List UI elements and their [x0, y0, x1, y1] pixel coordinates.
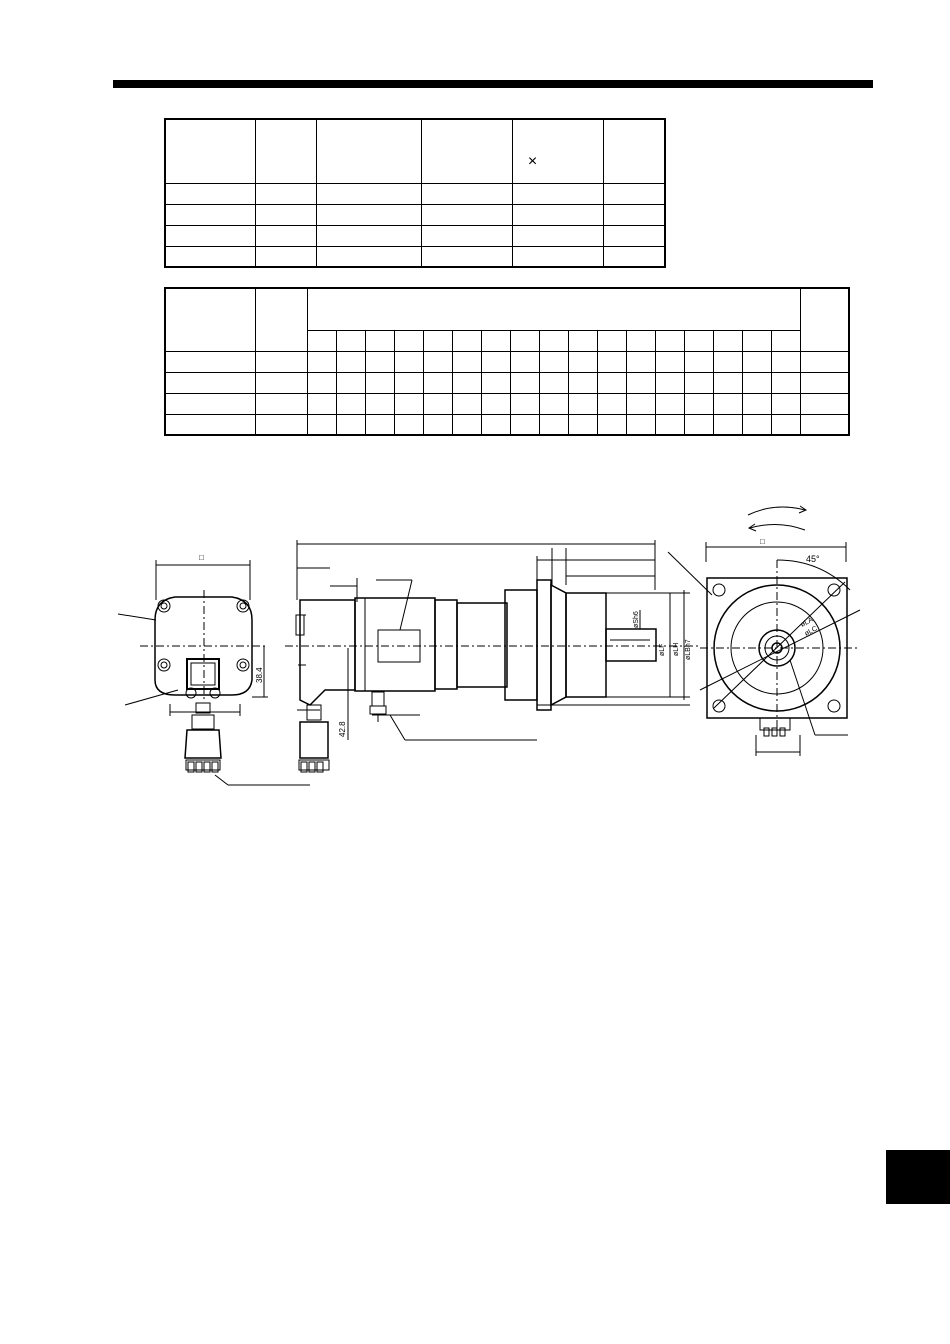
- table2-header-row: [165, 288, 849, 330]
- table-row: [165, 414, 849, 435]
- table-row: [165, 204, 665, 225]
- rear-view: [118, 553, 310, 785]
- table1-header-cell: [603, 119, 665, 183]
- table-row: [165, 183, 665, 204]
- label-lc: øLC: [803, 625, 819, 638]
- spec-table-1: [164, 118, 666, 268]
- angle-label: 45°: [806, 554, 820, 564]
- label-la: øLA: [799, 616, 815, 629]
- dim-38-4: 38.4: [255, 667, 264, 683]
- motor-dimension-drawing: [0, 480, 950, 800]
- table-row: [165, 372, 849, 393]
- table1-header-cell: [165, 119, 255, 183]
- table1-header-cell: [316, 119, 421, 183]
- table-row: [165, 393, 849, 414]
- table1-header-row: [165, 119, 665, 183]
- flange-view: [668, 506, 860, 756]
- table-row: [165, 351, 849, 372]
- flange-square-mark: □: [760, 537, 765, 546]
- side-view: [285, 540, 700, 772]
- table1-header-cell: [512, 119, 603, 183]
- label-s: øSh6: [633, 611, 640, 628]
- label-lf: øLF: [659, 643, 666, 656]
- section-tab: [886, 1150, 950, 1204]
- label-lh: øLH: [673, 642, 680, 656]
- table-row: [165, 225, 665, 246]
- spec-table-2: [164, 287, 850, 436]
- table2-group-header: [307, 288, 800, 330]
- multiply-mark: ×: [527, 152, 538, 170]
- label-lb: øLBh7: [685, 639, 692, 660]
- table-row: [165, 246, 665, 267]
- square-mark: □: [199, 553, 204, 562]
- table1-header-cell: [255, 119, 316, 183]
- table1-header-cell: [421, 119, 512, 183]
- header-rule: [113, 80, 873, 88]
- dim-42-8: 42.8: [338, 721, 347, 737]
